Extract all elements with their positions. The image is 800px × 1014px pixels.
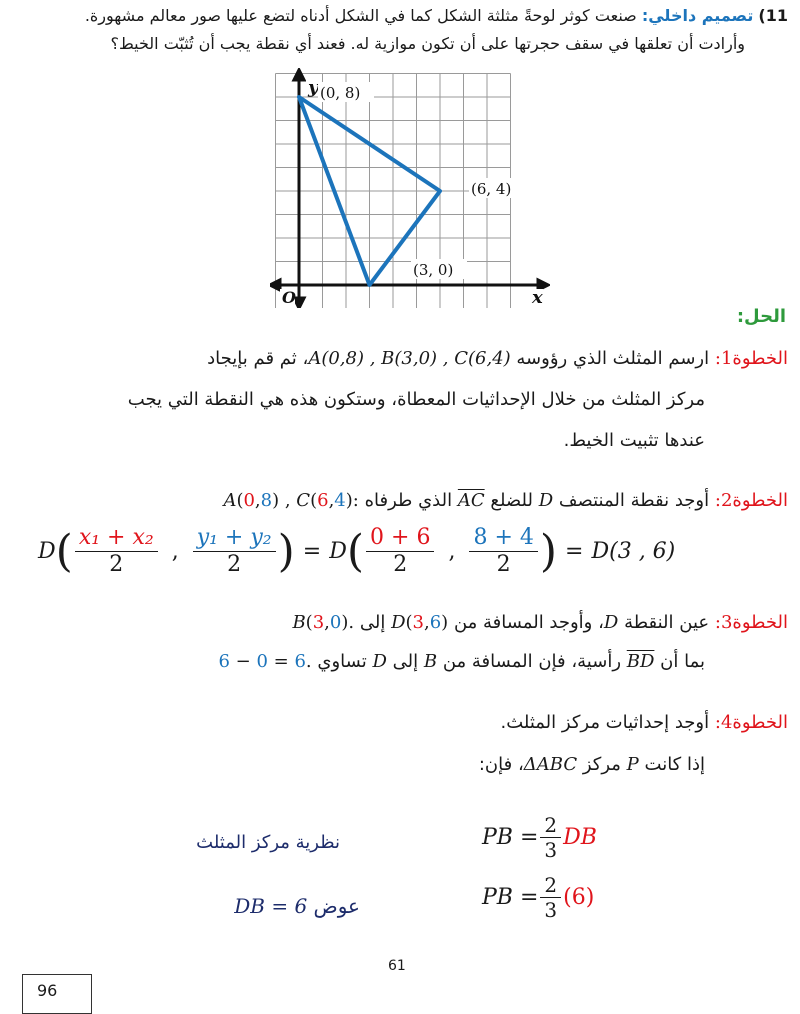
label-a: (0, 8) <box>320 84 361 102</box>
page-number: 61 <box>388 958 406 974</box>
step2-line1: الخطوة2: أوجد نقطة المنتصف D للضلع AC الذي طرفاه A(0,8) , C(6,4): <box>223 490 788 511</box>
label-b: (3, 0) <box>413 261 454 279</box>
box-number: 96 <box>22 974 92 1014</box>
midpoint-result: D(3 , 6) <box>591 539 676 565</box>
step3-line2: بما أن BD رأسية، فإن المسافة من B إلى D تساوي 6 − 0 = 6. <box>218 651 705 672</box>
problem-line-2 <box>110 34 745 53</box>
step1-line2: مركز المثلث من خلال الإحداثيات المعطاة، وستكون هذه هي النقطة التي يجب <box>127 389 705 410</box>
coordinate-graph <box>270 68 550 308</box>
problem-line-1 <box>85 6 788 25</box>
problem-title: تصميم داخلي: <box>641 6 754 25</box>
segment-bd: BD <box>626 651 655 672</box>
distance-calc: 6 − 0 = 6 <box>218 651 306 672</box>
solution-heading: الحل: <box>736 306 786 327</box>
substitute-label: عوض DB = 6 <box>234 894 360 918</box>
step1-line3: عندها تثبيت الخيط. <box>563 430 705 451</box>
step1-line1: الخطوة1: ارسم المثلث الذي رؤوسه A(0,8) , B(3,0) , C(6,4)، ثم قم بإيجاد <box>207 348 788 369</box>
origin-label: O <box>282 288 296 307</box>
theorem-label: نظرية مركز المثلث <box>196 832 340 853</box>
problem-text-2: وأرادت أن تعلقها في سقف حجرتها على أن تكون موازية له. فعند أي نقطة يجب أن تُثبّت الخيط؟ <box>110 34 745 53</box>
eq-pb-2: PB = $\frac{2}{3}$ (6) <box>482 873 595 922</box>
step1-label: الخطوة1: <box>714 348 788 369</box>
step4-line2: إذا كانت P مركز ΔABC، فإن: <box>478 754 705 775</box>
problem-number: 11) <box>758 6 788 25</box>
problem-text-1: صنعت كوثر لوحةً مثلثة الشكل كما في الشكل أدناه لتضع عليها صور معالم مشهورة. <box>84 6 637 25</box>
step1-coords: A(0,8) , B(3,0) , C(6,4) <box>308 348 511 369</box>
y-axis-label: y <box>308 77 319 98</box>
step4-label: الخطوة4: <box>714 712 788 733</box>
step3-line1: الخطوة3: عين النقطة D، وأوجد المسافة من D(3,6) إلى B(3,0). <box>292 612 788 633</box>
x-axis-label: x <box>532 287 543 308</box>
eq-pb-1: PB = $\frac{2}{3}$ DB <box>482 813 597 862</box>
step2-label: الخطوة2: <box>714 490 788 511</box>
midpoint-formula: D ( $\frac{\text{x₁ + x₂}}{2}$ , $\frac{\text{y₁ + y₂}}{2}$ ) = D ( $\frac{0 + 6}{2}$ , $\frac{8 + 4}{2}$ ) = D(3 , 6) <box>38 525 676 578</box>
step4-line1: الخطوة4: أوجد إحداثيات مركز المثلث. <box>500 712 788 733</box>
step3-label: الخطوة3: <box>714 612 788 633</box>
segment-ac: AC <box>457 490 485 511</box>
label-c: (6, 4) <box>471 180 512 198</box>
